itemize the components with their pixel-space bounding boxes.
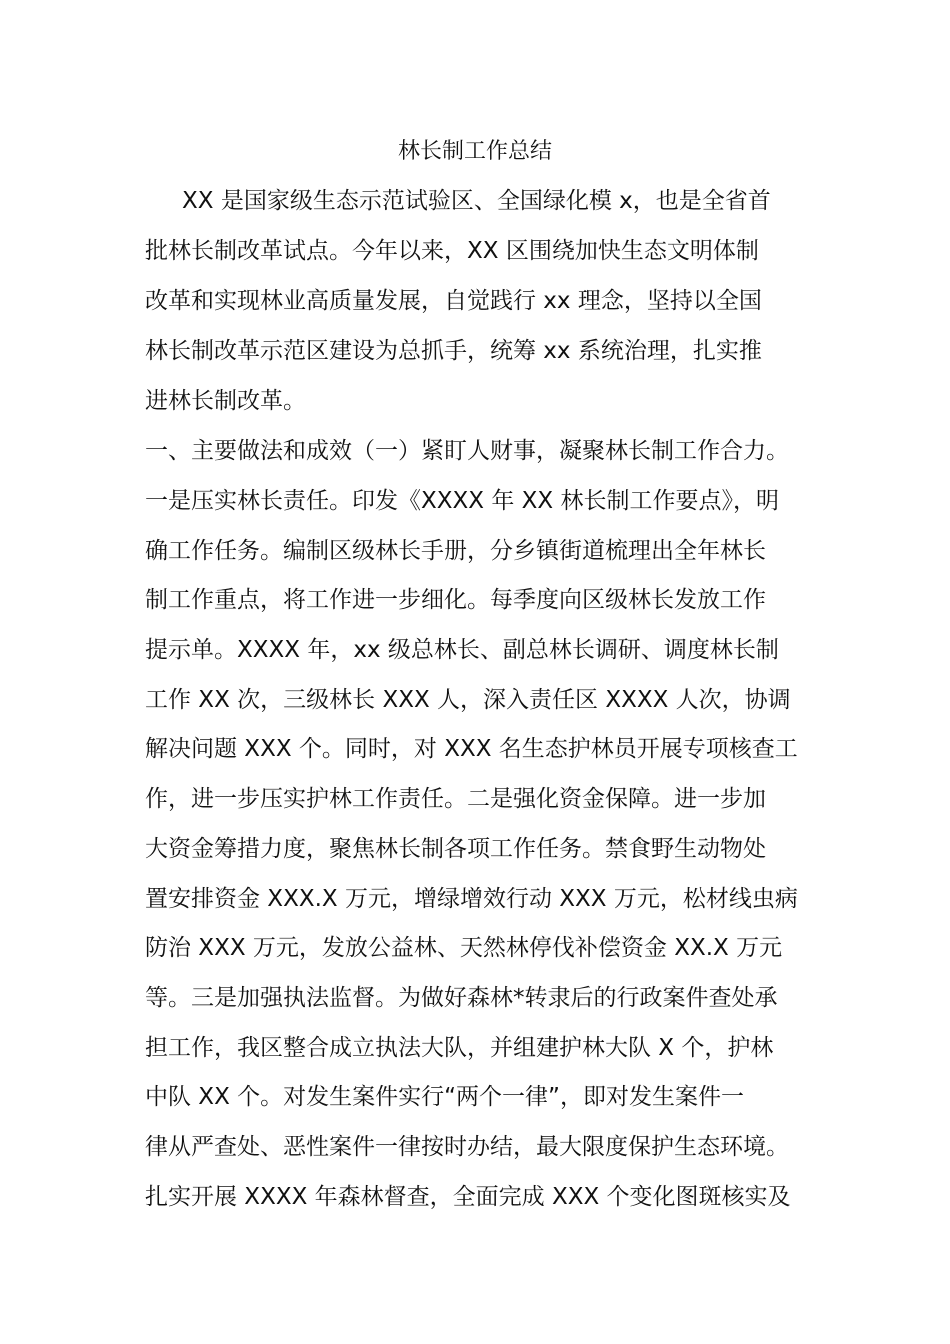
paragraph-line: 工作 XX 次，三级林长 XXX 人，深入责任区 XXXX 人次，协调 bbox=[145, 687, 791, 713]
section-heading-line: 一、主要做法和成效（一）紧盯人财事，凝聚林长制工作合力。 bbox=[145, 438, 789, 464]
paragraph-line: 一是压实林长责任。印发《XXXX 年 XX 林长制工作要点》，明 bbox=[145, 488, 779, 514]
paragraph-line: 作，进一步压实护林工作责任。二是强化资金保障。进一步加 bbox=[145, 786, 766, 812]
paragraph-line: 律从严查处、恶性案件一律按时办结，最大限度保护生态环境。 bbox=[145, 1134, 789, 1160]
paragraph-line: 扎实开展 XXXX 年森林督查，全面完成 XXX 个变化图斑核实及 bbox=[145, 1184, 791, 1210]
paragraph-line: XX 是国家级生态示范试验区、全国绿化模 x，也是全省首 bbox=[182, 188, 771, 214]
paragraph-line: 改革和实现林业高质量发展，自觉践行 xx 理念，坚持以全国 bbox=[145, 288, 762, 314]
paragraph-line: 进林长制改革。 bbox=[145, 388, 306, 414]
paragraph-line: 批林长制改革试点。今年以来，XX 区围绕加快生态文明体制 bbox=[145, 238, 759, 264]
paragraph-line: 中队 XX 个。对发生案件实行“两个一律”，即对发生案件一 bbox=[145, 1084, 744, 1110]
paragraph-line: 置安排资金 XXX.X 万元，增绿增效行动 XXX 万元，松材线虫病 bbox=[145, 886, 798, 912]
paragraph-line: 大资金筹措力度，聚焦林长制各项工作任务。禁食野生动物处 bbox=[145, 836, 766, 862]
document-title: 林长制工作总结 bbox=[397, 139, 552, 164]
paragraph-line: 等。三是加强执法监督。为做好森林*转隶后的行政案件查处承 bbox=[145, 985, 778, 1011]
paragraph-line: 担工作，我区整合成立执法大队，并组建护林大队 X 个，护林 bbox=[145, 1035, 774, 1061]
paragraph-line: 林长制改革示范区建设为总抓手，统筹 xx 系统治理，扎实推 bbox=[145, 338, 762, 364]
paragraph-line: 解决问题 XXX 个。同时，对 XXX 名生态护林员开展专项核查工 bbox=[145, 736, 798, 762]
paragraph-line: 提示单。XXXX 年，xx 级总林长、副总林长调研、调度林长制 bbox=[145, 637, 779, 663]
paragraph-line: 确工作任务。编制区级林长手册，分乡镇街道梳理出全年林长 bbox=[145, 538, 766, 564]
paragraph-line: 防治 XXX 万元，发放公益林、天然林停伐补偿资金 XX.X 万元 bbox=[145, 935, 783, 961]
paragraph-line: 制工作重点，将工作进一步细化。每季度向区级林长发放工作 bbox=[145, 587, 766, 613]
